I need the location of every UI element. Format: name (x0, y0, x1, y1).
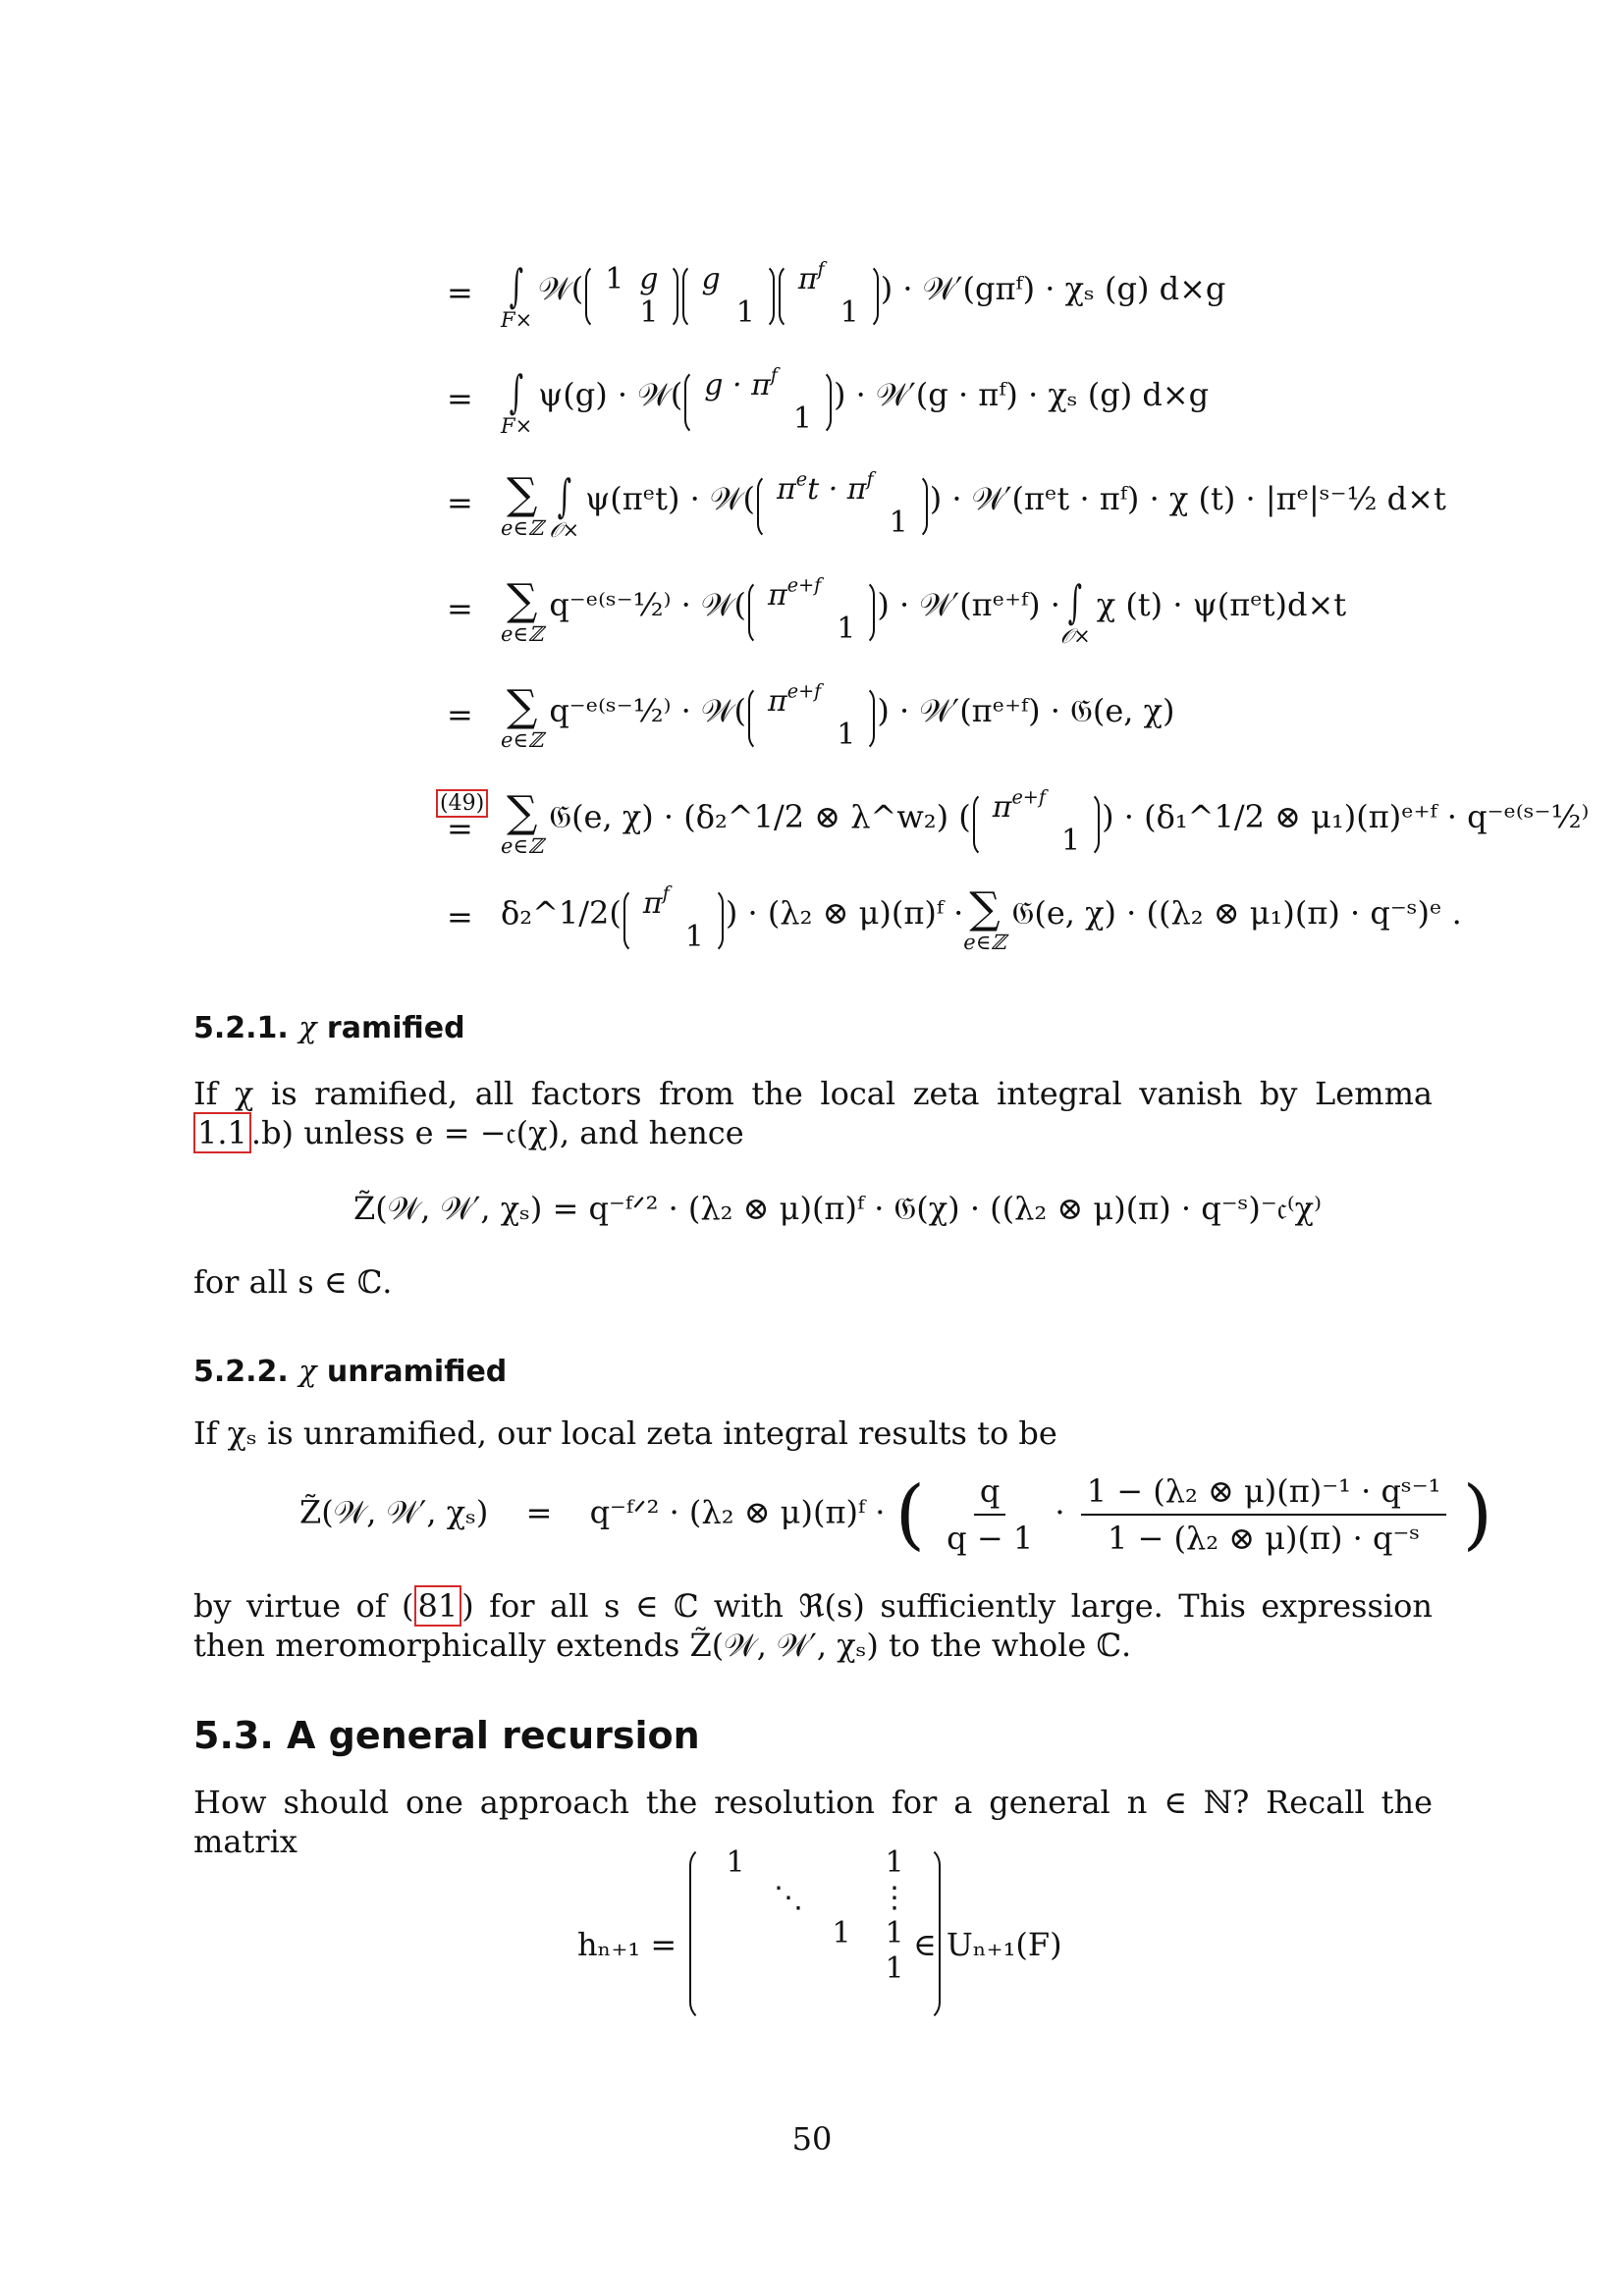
term: ψ(πᵉt) · 𝒲( (585, 480, 756, 517)
integral-limit: F× (501, 308, 533, 332)
paragraph-general-n: How should one approach the resolution for a general n ∈ ℕ? Recall the matrix (193, 1784, 1433, 1860)
term: ) · 𝒲′(πᵉ⁺ᶠ) · 𝔊(e, χ) (877, 692, 1175, 729)
page-number: 50 (791, 2120, 833, 2158)
equals-sign: = (447, 380, 473, 417)
fraction-lambda: $\frac{\text{1 − (λ₂ ⊗ μ)(π)⁻¹ · qˢ⁻¹}}{\text{1 − (λ₂ ⊗ μ)(π) · q⁻ˢ}}$ (1081, 1472, 1447, 1557)
equals-sign: = (447, 696, 473, 733)
term: q⁻ᵉ⁽ˢ⁻½⁾ · 𝒲( (549, 586, 747, 623)
term: χ (t) · ψ(πᵉt)d×t (1096, 586, 1347, 623)
sum-limit: e∈ℤ (963, 931, 1006, 954)
integral: ∫ 𝒪× (1059, 575, 1091, 648)
term: ) · 𝒲′(g · πᶠ) · χₛ (g) d×g (834, 376, 1210, 413)
matrix-pi-f: $\pi^f$ 1 (779, 263, 879, 330)
summation: ∑ e∈ℤ (501, 469, 544, 540)
formula-unramified: Z̃(𝒲, 𝒲′, χₛ) = q⁻ᶠᐟ² · (λ₂ ⊗ μ)(π)ᶠ · ( $\frac{q}{q - 1}$ · $\frac{\text{1 − (λ₂ ⊗ μ)(π)⁻¹ · qˢ⁻¹}}{\text{1 − (λ₂ ⊗ μ)(π) · q⁻ˢ}}$ ) (299, 1470, 1493, 1559)
equals-sign: = (525, 1493, 553, 1531)
section-heading-5-2-1: 5.2.1. χ ramified (193, 1011, 465, 1045)
matrix-1-g: 1 g 1 (585, 263, 677, 330)
paragraph-unramified: If χₛ is unramified, our local zeta integral results to be (193, 1415, 1057, 1452)
matrix-g-1: g 1 (682, 263, 775, 330)
matrix-pi-e-f: $\pi^{e+f}$ 1 (973, 791, 1100, 858)
term: ) · 𝒲′(πᵉt · πᶠ) · χ (t) · |πᵉ|ˢ⁻½ d×t (929, 480, 1446, 517)
term: 𝔊(e, χ) · (δ₂^1/2 ⊗ λ^w₂) ( (549, 798, 971, 835)
sum-limit: e∈ℤ (501, 622, 544, 646)
equals-sign: = (447, 274, 473, 311)
paragraph-meromorphic: by virtue of ( 81 ) for all s ∈ ℂ with ℜ(s) sufficiently large. This expression then meromorphically extends Z̃(𝒲, 𝒲′, χₛ) to the whole ℂ. (193, 1587, 1434, 1664)
formula-lhs: Z̃(𝒲, 𝒲′, χₛ) (299, 1493, 489, 1531)
summation: ∑ e∈ℤ (501, 787, 544, 858)
matrix-h-n-plus-1: 1 1 ⋱ ⋮ 1 1 1 (687, 1845, 943, 2022)
formula-ramified: Z̃(𝒲, 𝒲′, χₛ) = q⁻ᶠᐟ² · (λ₂ ⊗ μ)(π)ᶠ · 𝔊(χ) · ((λ₂ ⊗ μ)(π) · q⁻ˢ)⁻𝔠⁽χ⁾ (353, 1190, 1322, 1227)
term: ) · (δ₁^1/2 ⊗ μ₁)(π)ᵉ⁺ᶠ · q⁻ᵉ⁽ˢ⁻½⁾ (1102, 798, 1590, 835)
term: ) · 𝒲′(πᵉ⁺ᶠ) · (877, 586, 1060, 623)
formula-prefactor: q⁻ᶠᐟ² · (λ₂ ⊗ μ)(π)ᶠ · (589, 1493, 886, 1531)
paragraph-ramified: If χ is ramified, all factors from the local zeta integral vanish by Lemma 1.1 .b) unless e = −𝔠(χ), and hence (193, 1075, 1433, 1151)
section-heading-5-2-2: 5.2.2. χ unramified (193, 1355, 508, 1389)
sum-limit: e∈ℤ (501, 834, 544, 858)
sum-limit: e∈ℤ (501, 728, 544, 752)
matrix-pi-e-t: $\pi^et \cdot \pi^f$ 1 (757, 473, 928, 540)
term: q⁻ᵉ⁽ˢ⁻½⁾ · 𝒲( (549, 692, 747, 729)
summation: ∑ e∈ℤ (963, 883, 1006, 954)
term: ψ(g) · 𝒲( (538, 376, 683, 413)
term: 𝔊(e, χ) · ((λ₂ ⊗ μ₁)(π) · q⁻ˢ)ᵉ . (1011, 894, 1462, 932)
integral: ∫ 𝒪× (549, 469, 580, 542)
equals-sign: = (447, 898, 473, 935)
integral-limit: 𝒪× (1059, 624, 1091, 648)
matrix-pi-f: $\pi^f$ 1 (623, 887, 724, 954)
equals-sign: = (447, 590, 473, 627)
lemma-ref-link[interactable]: 1.1 (193, 1112, 251, 1153)
matrix-g-pi-f: $g \cdot \pi^f$ 1 (684, 369, 832, 436)
summation: ∑ e∈ℤ (501, 681, 544, 752)
matrix-pi-e-f: $\pi^{e+f}$ 1 (748, 579, 875, 646)
term: ) · (λ₂ ⊗ μ)(π)ᶠ · (725, 894, 964, 932)
matrix-pi-e-f: $\pi^{e+f}$ 1 (748, 685, 875, 752)
summation: ∑ e∈ℤ (501, 575, 544, 646)
equals-sign: = (447, 484, 473, 521)
paragraph-for-all-s: for all s ∈ ℂ. (193, 1263, 393, 1301)
integral-limit: 𝒪× (549, 518, 580, 542)
equation-ref-49[interactable]: (49) (436, 791, 488, 816)
integral: ∫ F× (501, 365, 533, 438)
section-heading-5-3: 5.3. A general recursion (193, 1714, 700, 1757)
equals-sign: = (447, 810, 473, 847)
term: ) · 𝒲′(gπᶠ) · χₛ (g) d×g (880, 270, 1226, 307)
hmat-lhs: hₙ₊₁ = (577, 1926, 677, 1963)
equation-ref-81[interactable]: 81 (414, 1585, 462, 1627)
hmat-rhs: ∈ Uₙ₊₁(F) (913, 1926, 1062, 1963)
sum-limit: e∈ℤ (501, 516, 544, 540)
fraction-q: $\frac{q}{q - 1}$ (947, 1472, 1034, 1557)
integral-limit: F× (501, 414, 533, 438)
term: δ₂^1/2( (501, 894, 622, 932)
term: 𝒲( (538, 270, 584, 307)
integral: ∫ F× (501, 259, 533, 332)
